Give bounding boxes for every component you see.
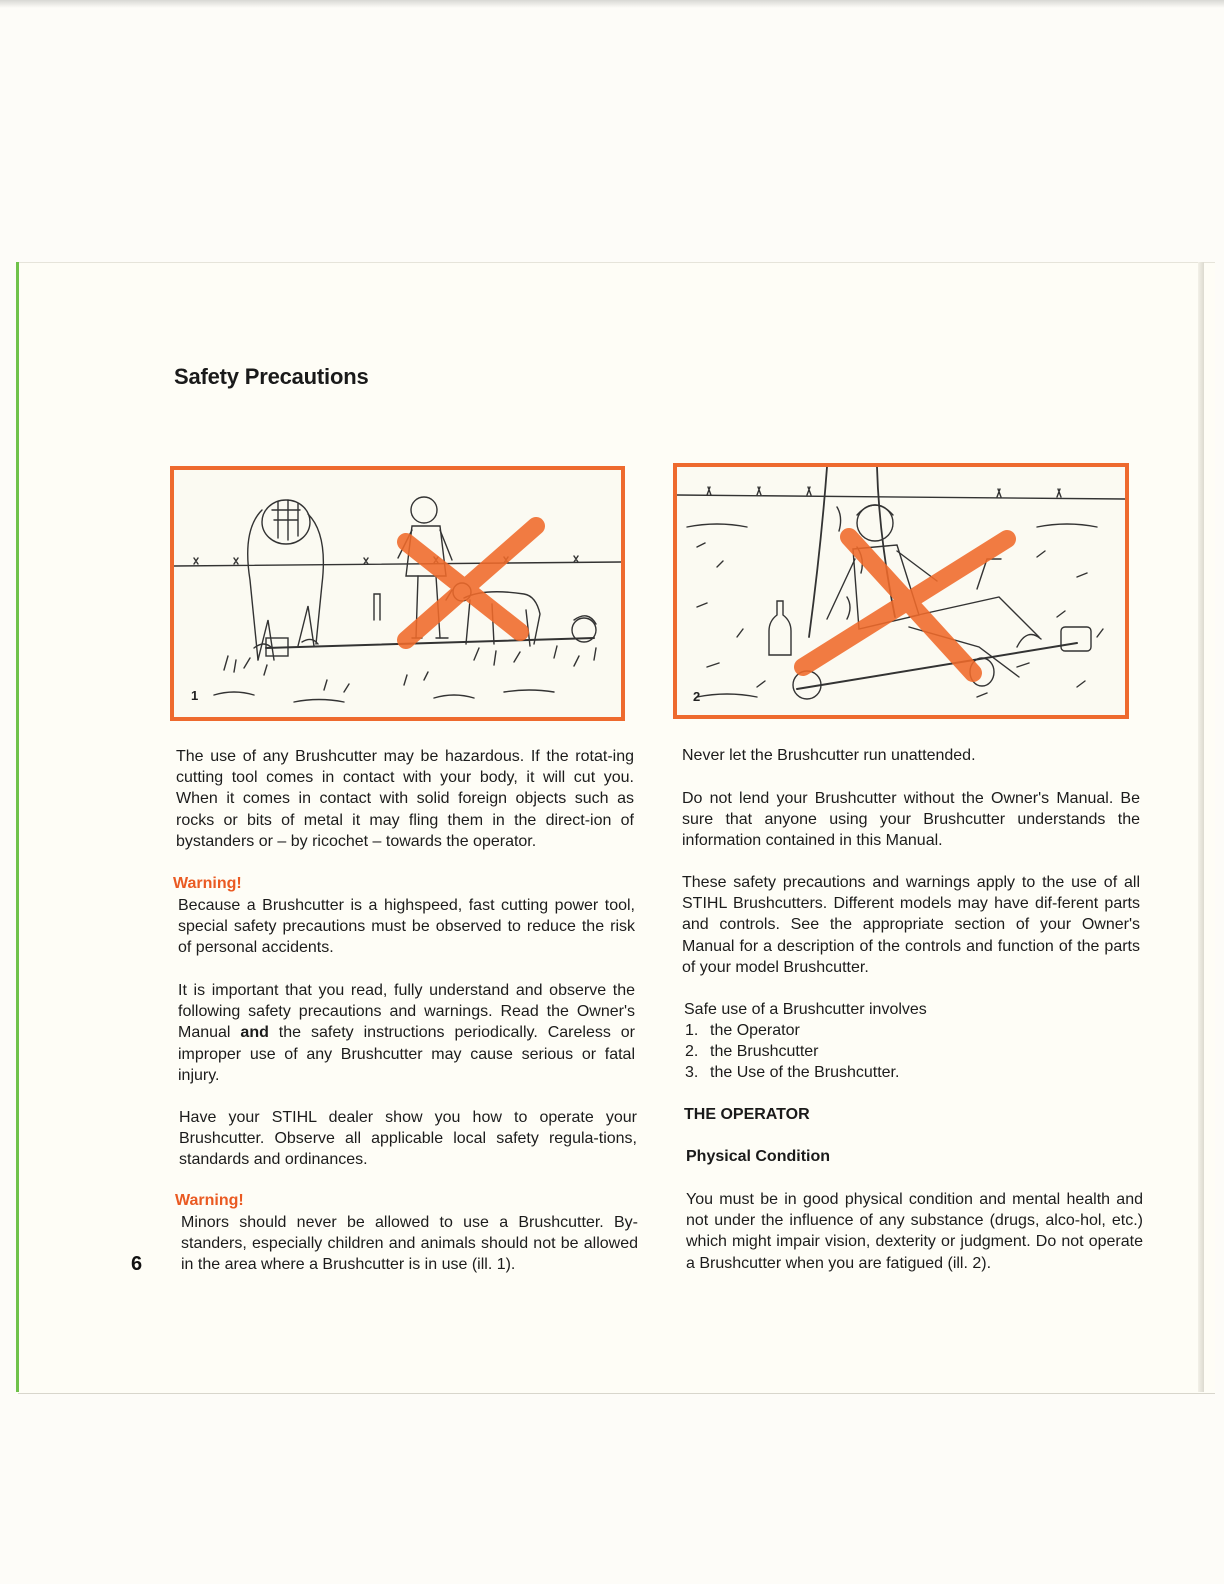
page-right-edge <box>1198 262 1204 1392</box>
unattended-paragraph: Never let the Brushcutter run unattended. <box>682 747 976 764</box>
illustration-1-drawing <box>174 470 621 717</box>
condition-heading: Physical Condition <box>686 1148 831 1165</box>
illustration-2-number: 2 <box>693 689 701 704</box>
prohibition-cross <box>406 526 536 640</box>
page-title: Safety Precautions <box>174 364 369 389</box>
warning-label-2: Warning! <box>175 1192 244 1209</box>
read-text-bold: and <box>240 1024 269 1042</box>
illustration-2-drawing <box>677 467 1125 715</box>
apply-paragraph: These safety precautions and warnings apply to the use of all STIHL Brushcutters. Different models may have dif-ferent parts and controls. See the appropriate section of your Owner's Manual for a description of the controls and function of the parts of your model Brushcutter. <box>682 874 1140 976</box>
warning-text-2: Minors should never be allowed to use a Brushcutter. By-standers, especially children and animals should not be allowed in the area where a Brushcutter is in use (ill. 1). <box>181 1214 638 1274</box>
list-item: 3. the Use of the Brushcutter. <box>685 1064 900 1082</box>
dealer-paragraph: Have your STIHL dealer show you how to operate your Brushcutter. Observe all applicable local safety regula-tions, standards and ordinances. <box>179 1109 637 1169</box>
warning-text-1: Because a Brushcutter is a highspeed, fast cutting power tool, special safety precautions must be observed to reduce the risk of personal accidents. <box>178 897 635 957</box>
warning-label-1: Warning! <box>173 875 242 892</box>
illustration-2 <box>673 463 1129 719</box>
list-item: 2. the Brushcutter <box>685 1043 819 1061</box>
condition-paragraph: You must be in good physical condition and mental health and not under the influence of any substance (drugs, alco-hol, etc.) which might impair vision, dexterity or judgment. Do not operate a Brushcutter when you are fatigued (ill. 2). <box>686 1191 1143 1272</box>
operator-heading: THE OPERATOR <box>684 1106 810 1123</box>
read-text-end: the safety instructions periodically. Careless or improper use of any Brushcutter may cause serious or fatal injury. <box>178 1024 636 1084</box>
read-text-start: It is important that you read, fully understand and observe the following safety precautions and warnings. Read the Owner's Manual <box>178 982 635 1042</box>
safe-use-list <box>685 1020 1085 1084</box>
lend-paragraph: Do not lend your Brushcutter without the Owner's Manual. Be sure that anyone using your Brushcutter understands the information contained in this Manual. <box>682 790 1140 850</box>
page-number: 6 <box>131 1253 143 1275</box>
involves-paragraph: Safe use of a Brushcutter involves <box>684 1001 927 1018</box>
illustration-1 <box>170 466 625 721</box>
list-item: 1. the Operator <box>685 1022 800 1039</box>
intro-paragraph: The use of any Brushcutter may be hazardous. If the rotat-ing cutting tool comes in contact with your body, it will cut you. When it comes in contact with solid foreign objects such as rocks or bits of metal it may fling them in the direct-ion of bystanders or – by ricochet – towards the operator. <box>176 748 634 850</box>
scan-top-edge <box>0 0 1224 8</box>
page-left-edge <box>16 262 19 1392</box>
read-paragraph <box>178 980 635 1086</box>
illustration-1-number: 1 <box>191 688 199 703</box>
